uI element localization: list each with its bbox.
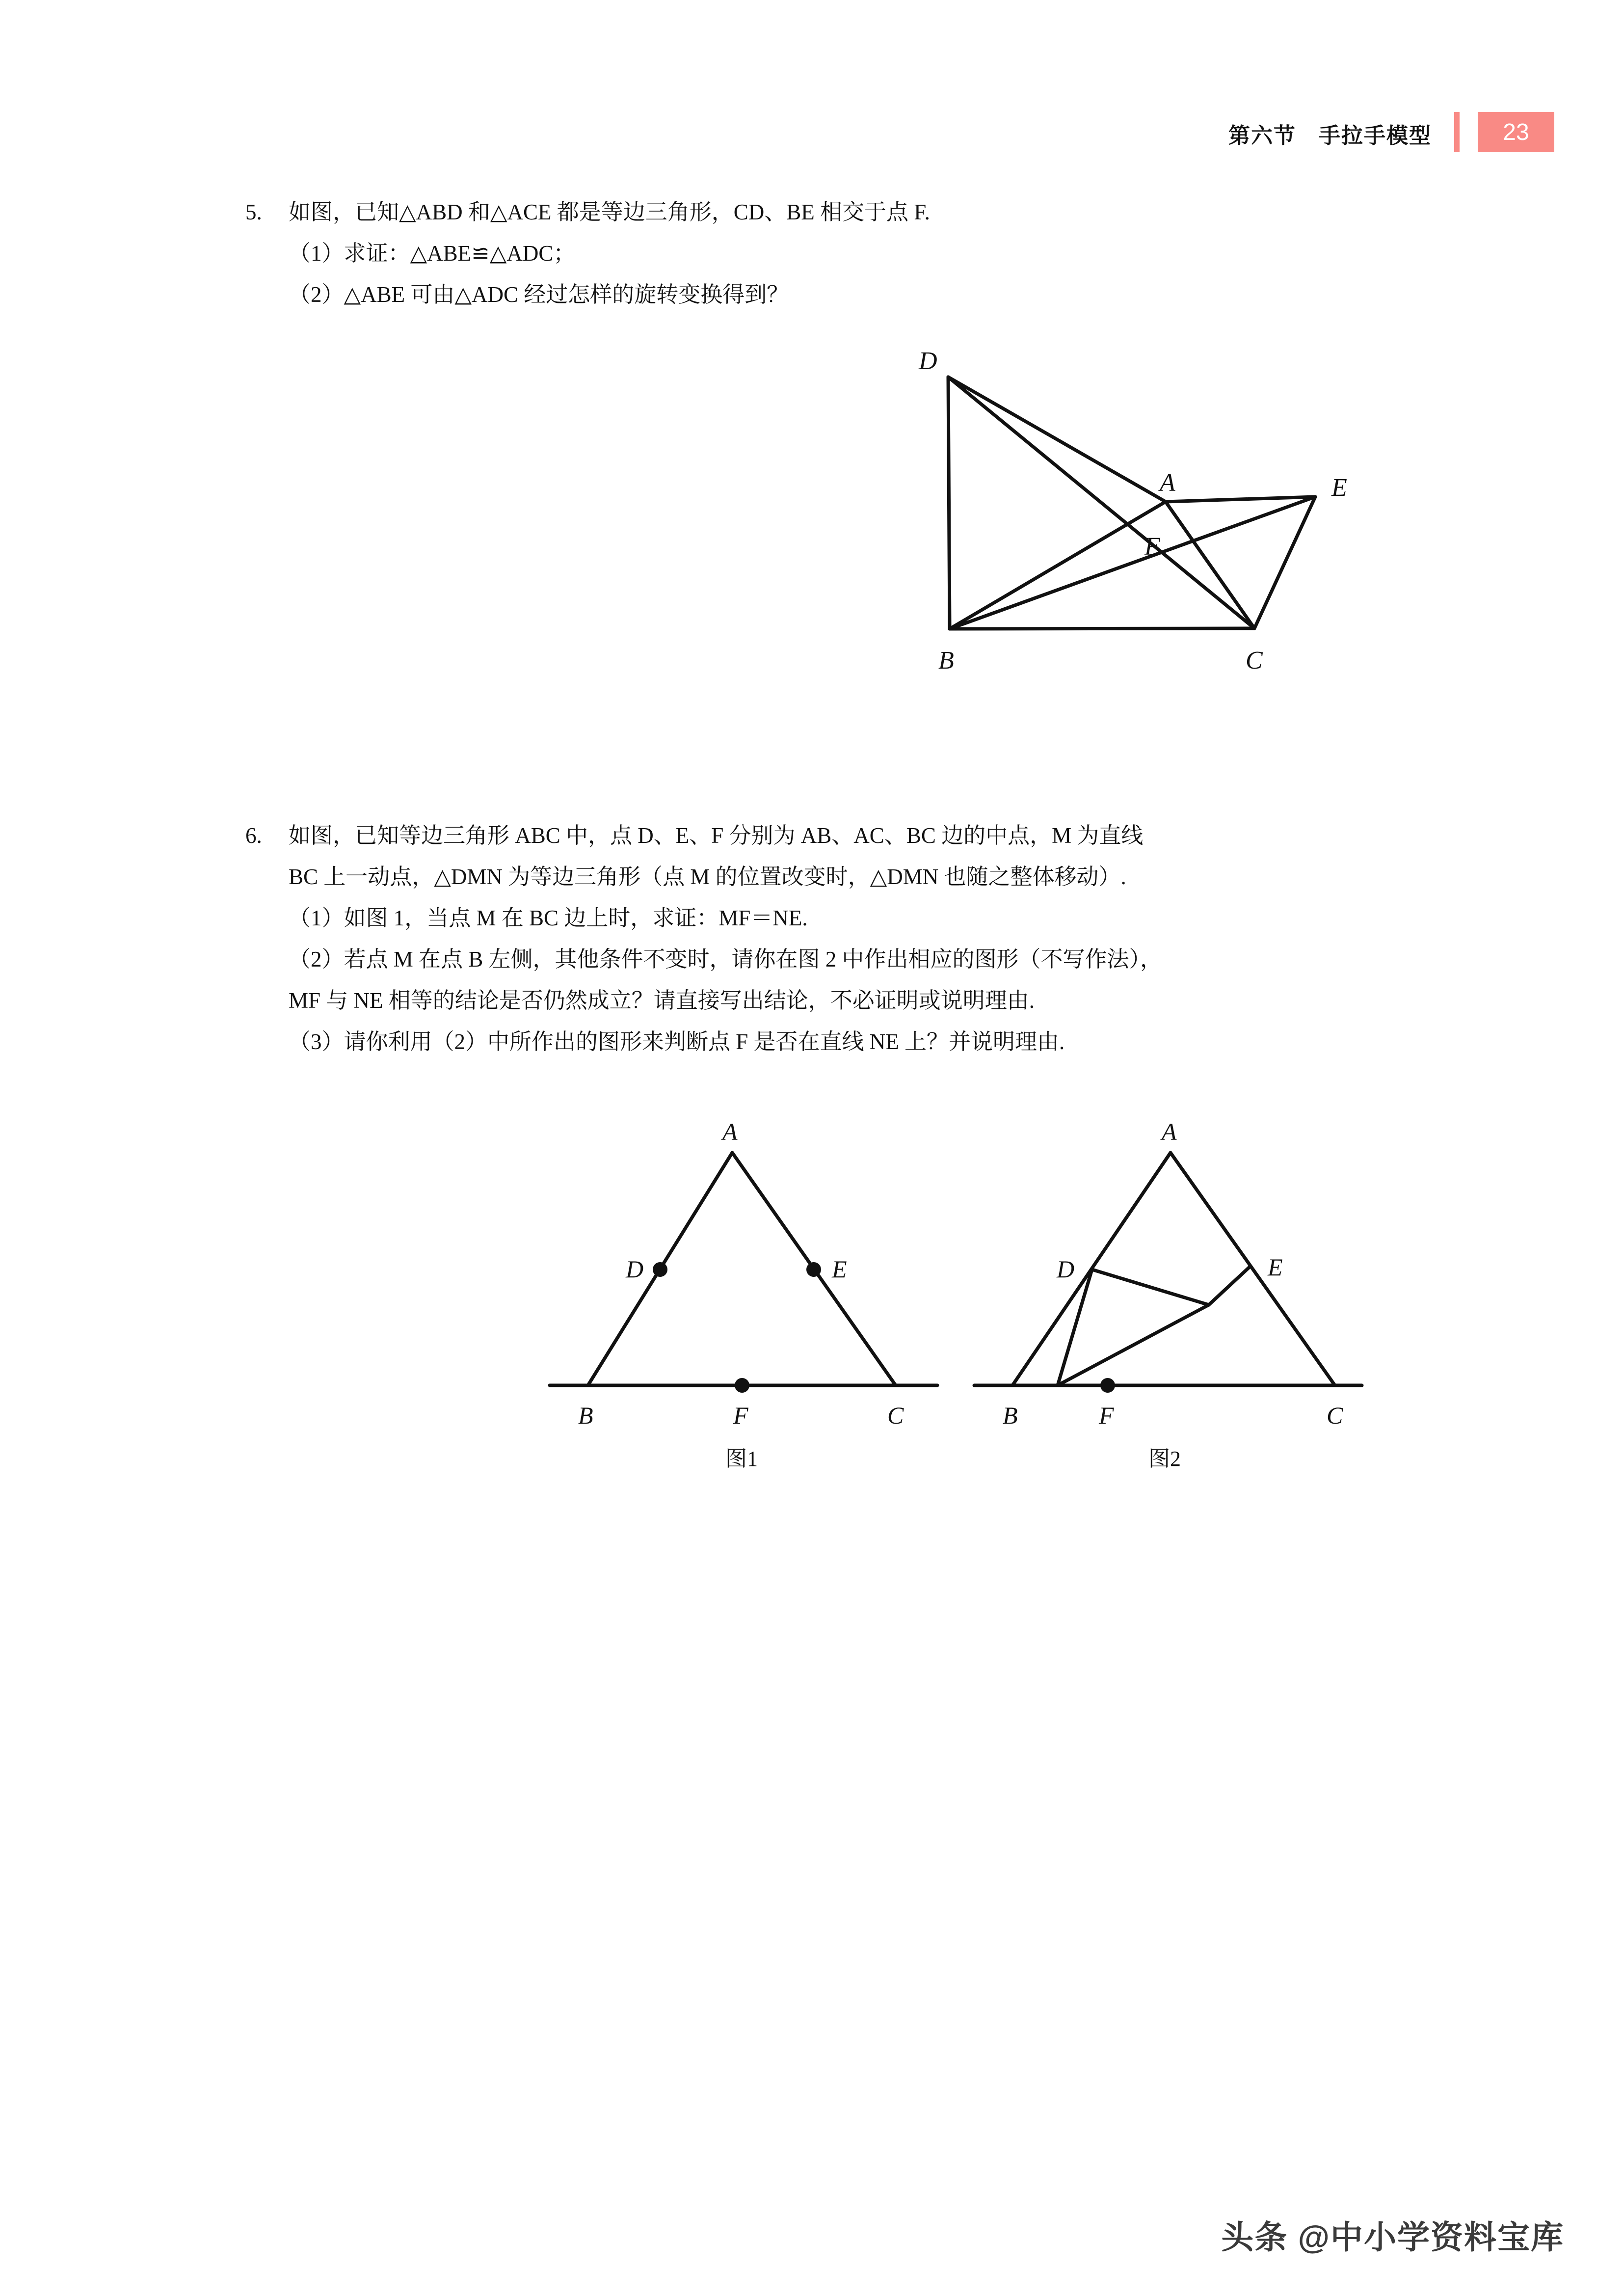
label-B: B <box>938 647 954 675</box>
question-5-number: 5. <box>245 200 262 224</box>
question-5-figure <box>893 339 1384 682</box>
question-6-line-4: （2）若点 M 在点 B 左侧，其他条件不变时，请你在图 2 中作出相应的图形（不写作法）， <box>289 947 1163 972</box>
label-D: D <box>919 347 937 375</box>
segment-DB <box>948 377 950 629</box>
point-F-dot <box>735 1378 749 1393</box>
segment-DC <box>948 377 1254 628</box>
label-E: E <box>832 1255 847 1283</box>
segment-MN <box>1058 1305 1209 1385</box>
question-6-line-6: （3）请你利用（2）中所作出的图形来判断点 F 是否在直线 NE 上？并说明理由. <box>289 1029 1065 1054</box>
segment-AE <box>1166 497 1315 502</box>
page-header <box>0 108 1623 155</box>
label-D: D <box>1057 1255 1075 1283</box>
label-E: E <box>1331 474 1347 502</box>
segment-BE <box>950 497 1315 629</box>
segment-AB <box>950 502 1166 629</box>
question-6-number: 6. <box>245 823 262 848</box>
label-C: C <box>887 1402 904 1429</box>
label-B: B <box>1003 1402 1018 1429</box>
point-F-dot <box>1100 1378 1115 1393</box>
segment-NE <box>1209 1267 1250 1305</box>
point-E-dot <box>806 1262 821 1277</box>
point-D-dot <box>653 1262 667 1277</box>
question-5-line-2: （1）求证：△ABE≌△ADC； <box>289 241 576 266</box>
label-C: C <box>1246 647 1263 675</box>
question-5-line-1: 如图，已知△ABD 和△ACE 都是等边三角形，CD、BE 相交于点 F. <box>289 200 930 224</box>
segment-ND <box>1092 1270 1209 1305</box>
section-title: 第六节 手拉手模型 <box>1228 124 1432 148</box>
page-number-badge: 23 <box>1478 112 1554 152</box>
label-E: E <box>1268 1253 1283 1281</box>
segment-BC <box>950 628 1254 629</box>
label-F: F <box>1144 533 1160 561</box>
label-C: C <box>1327 1402 1343 1429</box>
figure-2-caption: 图2 <box>1148 1447 1181 1471</box>
segment-DA <box>948 377 1166 502</box>
question-6-line-1: 如图，已知等边三角形 ABC 中，点 D、E、F 分别为 AB、AC、BC 边的中点，M 为直线 <box>289 823 1144 848</box>
header-divider <box>1454 112 1460 152</box>
question-6-line-5: MF 与 NE 相等的结论是否仍然成立？请直接写出结论，不必证明或说明理由. <box>289 988 1035 1013</box>
segment-AC <box>1171 1153 1335 1385</box>
label-F: F <box>733 1402 748 1429</box>
label-D: D <box>626 1255 644 1283</box>
figure-1-caption: 图1 <box>725 1447 758 1471</box>
label-A: A <box>1162 1118 1177 1145</box>
label-B: B <box>578 1402 593 1429</box>
question-6-line-2: BC 上一动点，△DMN 为等边三角形（点 M 的位置改变时，△DMN 也随之整体移动）. <box>289 864 1126 889</box>
question-5-line-3: （2）△ABE 可由△ADC 经过怎样的旋转变换得到？ <box>289 282 789 307</box>
label-A: A <box>1160 469 1175 497</box>
question-5-text <box>289 191 930 315</box>
question-6-line-3: （1）如图 1，当点 M 在 BC 边上时，求证：MF＝NE. <box>289 906 808 930</box>
question-6-text <box>289 815 1162 1062</box>
label-F: F <box>1099 1402 1114 1429</box>
label-A: A <box>722 1118 738 1145</box>
watermark-text: 头条 @中小学资料宝库 <box>1221 2219 1564 2255</box>
